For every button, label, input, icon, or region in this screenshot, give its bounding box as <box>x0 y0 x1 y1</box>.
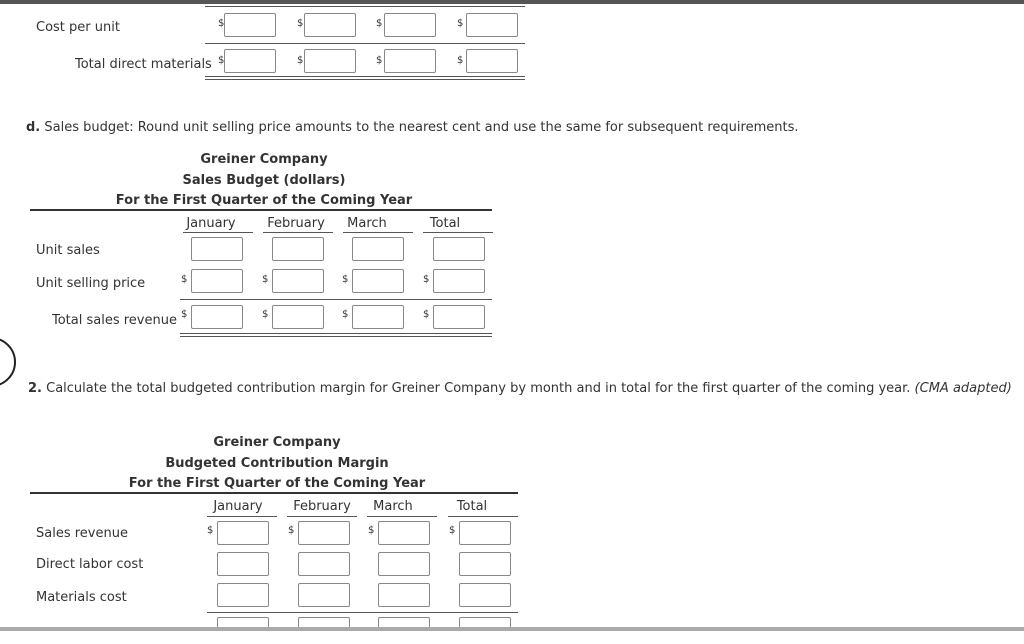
row-label-unit-sales: Unit sales <box>36 243 100 258</box>
column-header-february: February <box>267 216 325 231</box>
top-divider <box>0 0 1024 4</box>
currency-symbol: $ <box>342 309 349 320</box>
instruction-text: Sales budget: Round unit selling price amounts to the nearest cent and use the same for subsequent requirements. <box>44 120 799 135</box>
total-direct-materials-feb-input[interactable] <box>304 49 356 73</box>
unit-sales-jan-input[interactable] <box>191 237 243 261</box>
column-underline <box>367 516 437 517</box>
column-header-total: Total <box>429 216 461 231</box>
currency-symbol: $ <box>376 18 383 29</box>
column-header-february: February <box>293 499 351 514</box>
column-header-january: January <box>186 216 236 231</box>
row-divider <box>205 43 525 44</box>
total-direct-materials-mar-input[interactable] <box>384 49 436 73</box>
row-label-total-direct-materials: Total direct materials <box>75 57 212 72</box>
materials-cost-feb-input[interactable] <box>298 583 350 607</box>
double-underline <box>205 79 525 80</box>
unit-sales-mar-input[interactable] <box>352 237 404 261</box>
column-underline <box>207 516 277 517</box>
column-header-january: January <box>213 499 263 514</box>
instruction-prefix: 2. <box>28 381 42 396</box>
contribution-margin-instruction <box>28 375 1018 402</box>
report-title: Budgeted Contribution Margin <box>165 456 389 471</box>
sales-revenue-feb-input[interactable] <box>298 521 350 545</box>
row-divider <box>180 299 492 300</box>
row-label-cost-per-unit: Cost per unit <box>36 20 120 35</box>
column-underline <box>423 232 493 233</box>
column-underline <box>183 232 253 233</box>
sales-revenue-total-input[interactable] <box>459 521 511 545</box>
instruction-source: (CMA adapted) <box>914 381 1012 396</box>
currency-symbol: $ <box>262 309 269 320</box>
unit-sales-feb-input[interactable] <box>272 237 324 261</box>
report-period: For the First Quarter of the Coming Year <box>115 193 413 208</box>
column-header-total: Total <box>456 499 488 514</box>
direct-labor-cost-total-input[interactable] <box>459 552 511 576</box>
currency-symbol: $ <box>457 18 464 29</box>
currency-symbol: $ <box>181 309 188 320</box>
sales-budget-instruction <box>26 120 798 135</box>
instruction-prefix: d. <box>26 120 41 135</box>
double-underline <box>180 333 492 334</box>
total-sales-revenue-feb-input[interactable] <box>272 305 324 329</box>
total-sales-revenue-jan-input[interactable] <box>191 305 243 329</box>
cost-per-unit-jan-input[interactable] <box>224 13 276 37</box>
currency-symbol: $ <box>181 274 188 285</box>
currency-symbol: $ <box>288 525 295 536</box>
row-label-materials-cost: Materials cost <box>36 590 127 605</box>
column-underline <box>287 516 357 517</box>
row-label-total-sales-revenue: Total sales revenue <box>52 313 177 328</box>
currency-symbol: $ <box>342 274 349 285</box>
currency-symbol: $ <box>218 18 225 29</box>
report-period: For the First Quarter of the Coming Year <box>128 476 426 491</box>
row-label-direct-labor-cost: Direct labor cost <box>36 557 144 572</box>
currency-symbol: $ <box>297 55 304 66</box>
row-label-unit-selling-price: Unit selling price <box>36 276 146 291</box>
column-underline <box>343 232 413 233</box>
total-direct-materials-jan-input[interactable] <box>224 49 276 73</box>
materials-cost-jan-input[interactable] <box>217 583 269 607</box>
currency-symbol: $ <box>423 309 430 320</box>
column-header-march: March <box>373 499 413 514</box>
currency-symbol: $ <box>449 525 456 536</box>
column-underline <box>448 516 518 517</box>
bottom-divider <box>0 627 1024 631</box>
double-underline <box>180 336 492 337</box>
cost-per-unit-total-input[interactable] <box>466 13 518 37</box>
direct-labor-cost-jan-input[interactable] <box>217 552 269 576</box>
unit-selling-price-jan-input[interactable] <box>191 269 243 293</box>
unit-selling-price-mar-input[interactable] <box>352 269 404 293</box>
total-direct-materials-total-input[interactable] <box>466 49 518 73</box>
header-rule <box>30 492 518 494</box>
sales-revenue-jan-input[interactable] <box>217 521 269 545</box>
row-divider <box>205 6 525 7</box>
unit-sales-total-input[interactable] <box>433 237 485 261</box>
currency-symbol: $ <box>457 55 464 66</box>
row-divider <box>207 612 518 613</box>
materials-cost-total-input[interactable] <box>459 583 511 607</box>
row-label-sales-revenue: Sales revenue <box>36 526 128 541</box>
currency-symbol: $ <box>218 55 225 66</box>
cost-per-unit-feb-input[interactable] <box>304 13 356 37</box>
column-underline <box>263 232 333 233</box>
currency-symbol: $ <box>207 525 214 536</box>
unit-selling-price-feb-input[interactable] <box>272 269 324 293</box>
cost-per-unit-mar-input[interactable] <box>384 13 436 37</box>
header-rule <box>30 209 492 211</box>
currency-symbol: $ <box>297 18 304 29</box>
currency-symbol: $ <box>376 55 383 66</box>
instruction-text: Calculate the total budgeted contribution margin for Greiner Company by month and in total for the first quarter of the coming year. <box>46 381 911 396</box>
unit-selling-price-total-input[interactable] <box>433 269 485 293</box>
double-underline <box>205 76 525 77</box>
total-sales-revenue-mar-input[interactable] <box>352 305 404 329</box>
sales-revenue-mar-input[interactable] <box>378 521 430 545</box>
company-name: Greiner Company <box>213 435 341 450</box>
question-marker-icon <box>0 337 16 387</box>
direct-labor-cost-feb-input[interactable] <box>298 552 350 576</box>
direct-labor-cost-mar-input[interactable] <box>378 552 430 576</box>
currency-symbol: $ <box>423 274 430 285</box>
currency-symbol: $ <box>262 274 269 285</box>
column-header-march: March <box>347 216 387 231</box>
company-name: Greiner Company <box>200 152 328 167</box>
report-title: Sales Budget (dollars) <box>182 173 346 188</box>
materials-cost-mar-input[interactable] <box>378 583 430 607</box>
total-sales-revenue-total-input[interactable] <box>433 305 485 329</box>
currency-symbol: $ <box>368 525 375 536</box>
